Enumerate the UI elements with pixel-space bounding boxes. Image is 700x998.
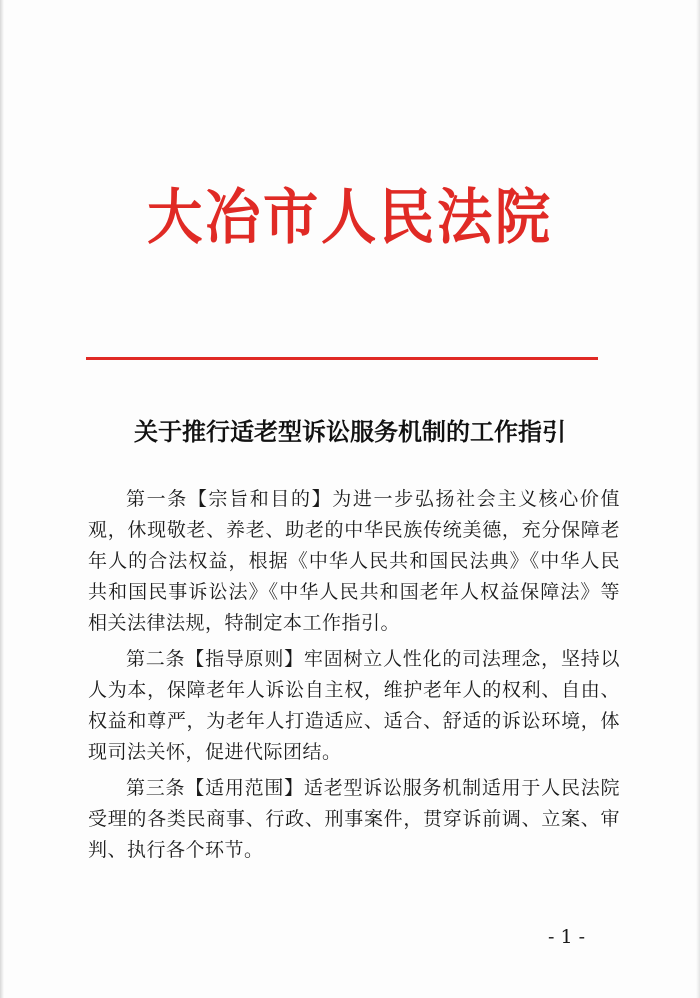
page-edge-left	[0, 0, 4, 998]
document-body	[88, 484, 620, 871]
red-header-rule	[86, 357, 598, 360]
document-title: 关于推行适老型诉讼服务机制的工作指引	[134, 417, 566, 446]
issuing-organization-title: 大冶市人民法院	[147, 183, 553, 253]
article-1-paragraph: 第一条【宗旨和目的】为进一步弘扬社会主义核心价值观，休现敬老、养老、助老的中华民族传统美德，充分保障老年人的合法权益，根据《中华人民共和国民法典》《中华人民共和国民事诉讼法》《中华人民共和国老年人权益保障法》等相关法律法规，特制定本工作指引。	[88, 488, 620, 634]
article-2-paragraph: 第二条【指导原则】牢固树立人性化的司法理念，坚持以人为本，保障老年人诉讼自主权，维护老年人的权利、自由、权益和尊严，为老年人打造适应、适合、舒适的诉讼环境，体现司法关怀，促进代际团结。	[88, 648, 620, 763]
article-3-paragraph: 第三条【适用范围】适老型诉讼服务机制适用于人民法院受理的各类民商事、行政、刑事案件，贯穿诉前调、立案、审判、执行各个环节。	[88, 777, 620, 861]
page-edge-right	[696, 0, 700, 998]
page-number: - 1 -	[548, 926, 586, 948]
